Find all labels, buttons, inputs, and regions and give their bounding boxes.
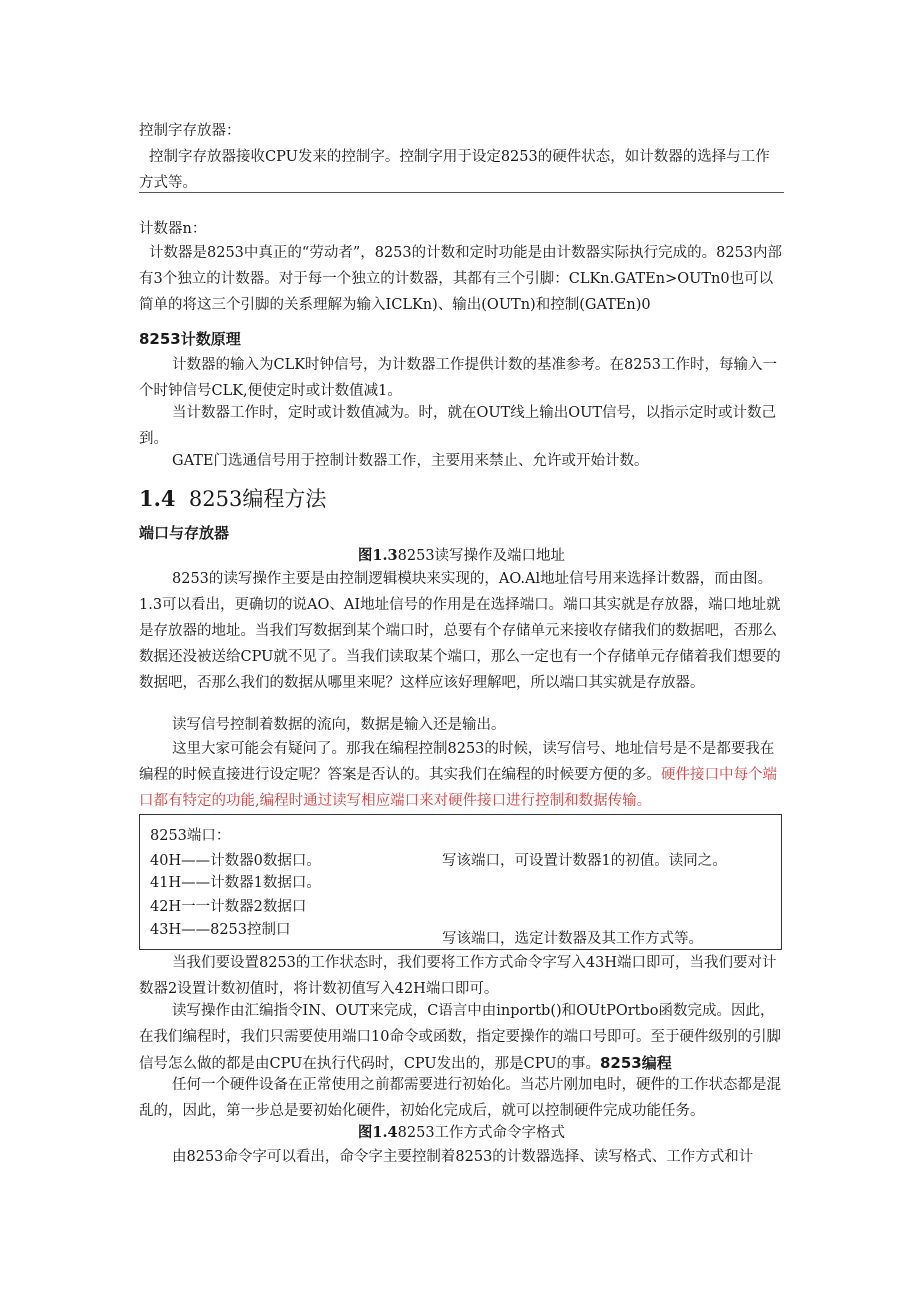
section-title xyxy=(139,484,784,514)
figure-caption-2 xyxy=(139,1120,784,1146)
section-title-text: 8253编程方法 xyxy=(188,487,327,511)
port-row: 41H——计数器1数据口。 xyxy=(150,875,321,891)
ports-paragraph-1: 8253的读写操作主要是由控制逻辑模块来实现的，AO.Al地址信号用来选择计数器，而由图。1.3可以看出，更确切的说AO、AI地址信号的作用是在选择端口。端口其实就是存放器，端口地址就是存放器的地址。当我们写数据到某个端口时，总要有个存储单元来接收存储我们的数据吧，否那么数据还没被送给CPU就不见了。当我们读取某个端口，那么一定也有一个存储单元存储着我们想要的数据吧，否那么我们的数据从哪里来呢？这样应该好理解吧，所以端口其实就是存放器。 xyxy=(139,571,781,691)
principle-paragraph-2: 当计数器工作时，定时或计数值减为。时，就在OUT线上输出OUT信号，以指示定时或计数己到。 xyxy=(139,405,777,447)
figure-caption-1-text: 8253读写操作及端口地址 xyxy=(397,548,566,564)
principle-paragraph-1: 计数器的输入为CLK时钟信号，为计数器工作提供计数的基准参考。在8253工作时，每输入一个时钟信号CLK,便使定时或计数值减1。 xyxy=(139,357,777,399)
ctrl-reg-body: 控制字存放器接收CPU发来的控制字。控制字用于设定8253的硬件状态，如计数器的选择与工作方式等。 xyxy=(139,149,770,191)
figure-caption-2-text: 8253工作方式命令字格式 xyxy=(397,1125,566,1141)
port-note-1: 写该端口，可设置计数器1的初值。读同之。 xyxy=(442,853,727,869)
principle-paragraph-3: GATE门选通信号用于控制计数器工作，主要用来禁止、允许或开始计数。 xyxy=(172,453,649,469)
ctrl-reg-heading: 控制字存放器： xyxy=(139,123,241,139)
ports-heading: 端口与存放器 xyxy=(139,524,230,542)
port-table-box xyxy=(139,814,782,950)
ports-paragraph-3-highlight: 硬件接口中每个端口都有特定的功能,编程时通过读写相应端口来对硬件接口进行控制和数据传输。 xyxy=(139,767,777,809)
after-paragraph-2-text: 读写操作由汇编指令IN、OUT来完成，C语言中由inportb()和OUtPOrtbo函数完成。因此，在我们编程时，我们只需要使用端口10命令或函数，指定要操作的端口号即可。至于硬件级别的引脚信号怎么做的都是由CPU在执行代码时，CPU发出的，那是CPU的事。 xyxy=(139,1003,781,1072)
ports-paragraph-3 xyxy=(139,736,784,814)
port-row: 40H——计数器0数据口。 xyxy=(150,853,321,869)
port-note-2: 写该端口，选定计数器及其工作方式等。 xyxy=(442,931,703,947)
divider xyxy=(139,192,784,193)
after-paragraph-1: 当我们要设置8253的工作状态时，我们要将工作方式命令字写入43H端口即可，当我们要对计数器2设置计数初值时，将计数初值写入42H端口即可。 xyxy=(139,955,777,997)
after-paragraph-4: 由8253命令字可以看出，命令字主要控制着8253的计数器选择、读写格式、工作方式和计 xyxy=(172,1149,754,1165)
figure-caption-1-number: 图1.3 xyxy=(357,547,398,564)
after-paragraph-2 xyxy=(139,998,784,1077)
port-row: 42H一一计数器2数据口 xyxy=(150,899,307,915)
principle-heading: 8253计数原理 xyxy=(139,330,241,348)
figure-caption-2-number: 图1.4 xyxy=(357,1124,398,1141)
ports-paragraph-2: 读写信号控制着数据的流向，数据是输入还是输出。 xyxy=(172,717,506,733)
ports-paragraph-3-text: 这里大家可能会有疑问了。那我在编程控制8253的时候，读写信号、地址信号是不是都要我在编程的时候直接进行设定呢？答案是否认的。其实我们在编程的时候要方便的多。 xyxy=(139,741,775,783)
after-paragraph-2-bold: 8253编程 xyxy=(599,1054,672,1072)
counter-body: 计数器是8253中真正的“劳动者”，8253的计数和定时功能是由计数器实际执行完成的。8253内部有3个独立的计数器。对于每一个独立的计数器，其都有三个引脚：CLKn.GATEn>OUTn0也可以简单的将这三个引脚的关系理解为输入ICLKn)、输出(OUTn)和控制(GATEn)0 xyxy=(139,245,783,313)
port-row: 43H——8253控制口 xyxy=(150,922,291,938)
after-paragraph-3: 任何一个硬件设备在正常使用之前都需要进行初始化。当芯片刚加电时，硬件的工作状态都是混乱的，因此，第一步总是要初始化硬件，初始化完成后，就可以控制硬件完成功能任务。 xyxy=(139,1077,781,1119)
section-number: 1.4 xyxy=(139,486,176,511)
port-box-title: 8253端口： xyxy=(150,828,231,844)
counter-heading: 计数器n： xyxy=(139,221,207,237)
